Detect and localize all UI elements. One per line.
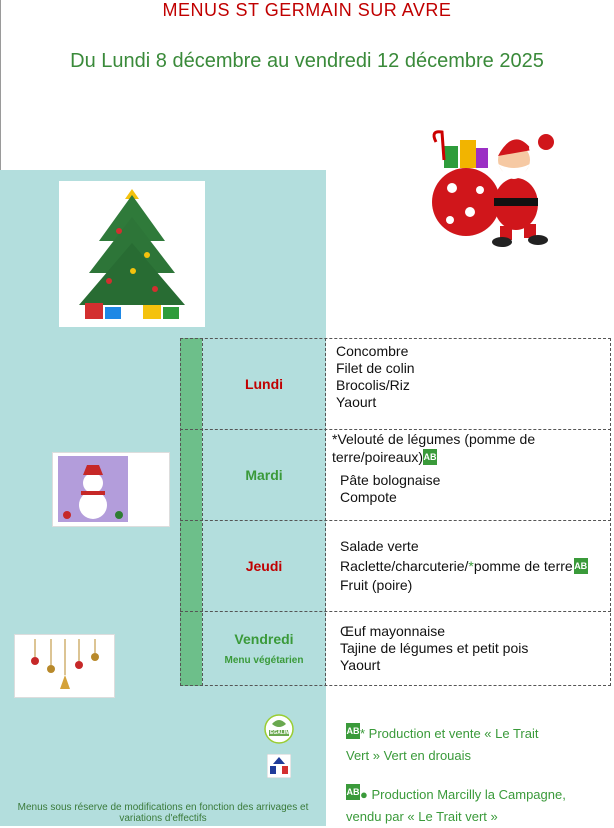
legend-text: vendu par « Le Trait vert »	[346, 809, 498, 824]
santa-illustration	[428, 128, 556, 250]
menu-item-bio	[340, 558, 588, 574]
day-label: Vendredi	[234, 631, 294, 647]
christmas-tree-illustration	[59, 181, 205, 327]
vegetarian-note: Menu végétarien	[224, 655, 304, 666]
bio-label-icon: AB	[423, 449, 437, 465]
day-cell-lundi	[202, 338, 326, 429]
legend-text: ● Production Marcilly la Campagne,	[360, 787, 566, 802]
menu-cell-vendredi	[326, 611, 611, 686]
menu-item: Filet de colin	[336, 360, 415, 376]
egalim-label: EGALIM	[270, 730, 290, 736]
menu-item-bio	[332, 449, 437, 465]
day-strip	[180, 338, 202, 686]
menu-item: *Velouté de légumes (pomme de	[332, 431, 536, 447]
menu-item: Tajine de légumes et petit pois	[340, 640, 529, 656]
disclaimer: Menus sous réserve de modifications en fonction des arrivages et variations d'effectifs	[17, 802, 309, 824]
day-label: Mardi	[245, 466, 283, 483]
day-label: Jeudi	[245, 557, 283, 574]
menu-item: Yaourt	[336, 394, 377, 410]
day-cell-mardi	[202, 429, 326, 520]
menu-item: Compote	[340, 489, 397, 505]
menu-item: Yaourt	[340, 657, 381, 673]
menu-item: Brocolis/Riz	[336, 377, 410, 393]
legend-text: * Production et vente « Le Trait	[360, 726, 539, 741]
ornaments-illustration	[14, 634, 115, 698]
menu-item: pomme de terre	[473, 558, 573, 574]
menu-cell-mardi	[326, 429, 611, 520]
legend-trait-vert	[346, 723, 606, 767]
menu-item: Raclette/charcuterie/	[340, 558, 469, 574]
menu-cell-jeudi	[326, 520, 611, 611]
menu-title: MENUS ST GERMAIN SUR AVRE	[162, 0, 452, 20]
bio-label-icon: AB	[346, 723, 360, 739]
menu-item: Pâte bolognaise	[340, 472, 441, 488]
menu-date-range: Du Lundi 8 décembre au vendredi 12 décembre 2025	[70, 50, 544, 72]
menu-cell-lundi	[326, 338, 611, 429]
bio-label-icon: AB	[346, 784, 360, 800]
star-marker: *	[468, 558, 474, 574]
menu-item: terre/poireaux)	[332, 449, 424, 465]
day-cell-jeudi	[202, 520, 326, 611]
bio-label-icon: AB	[574, 558, 588, 574]
menu-item: Œuf mayonnaise	[340, 623, 446, 639]
france-badge-icon	[267, 754, 291, 783]
day-label: Lundi	[244, 375, 284, 392]
egalim-badge-icon	[264, 714, 294, 749]
snowman-illustration	[52, 452, 170, 527]
menu-item: Salade verte	[340, 538, 419, 554]
menu-item: Fruit (poire)	[340, 577, 413, 593]
day-cell-vendredi	[202, 611, 326, 686]
menu-item: Concombre	[336, 343, 409, 359]
legend-marcilly	[346, 784, 606, 828]
legend-text: Vert » Vert en drouais	[346, 748, 472, 763]
